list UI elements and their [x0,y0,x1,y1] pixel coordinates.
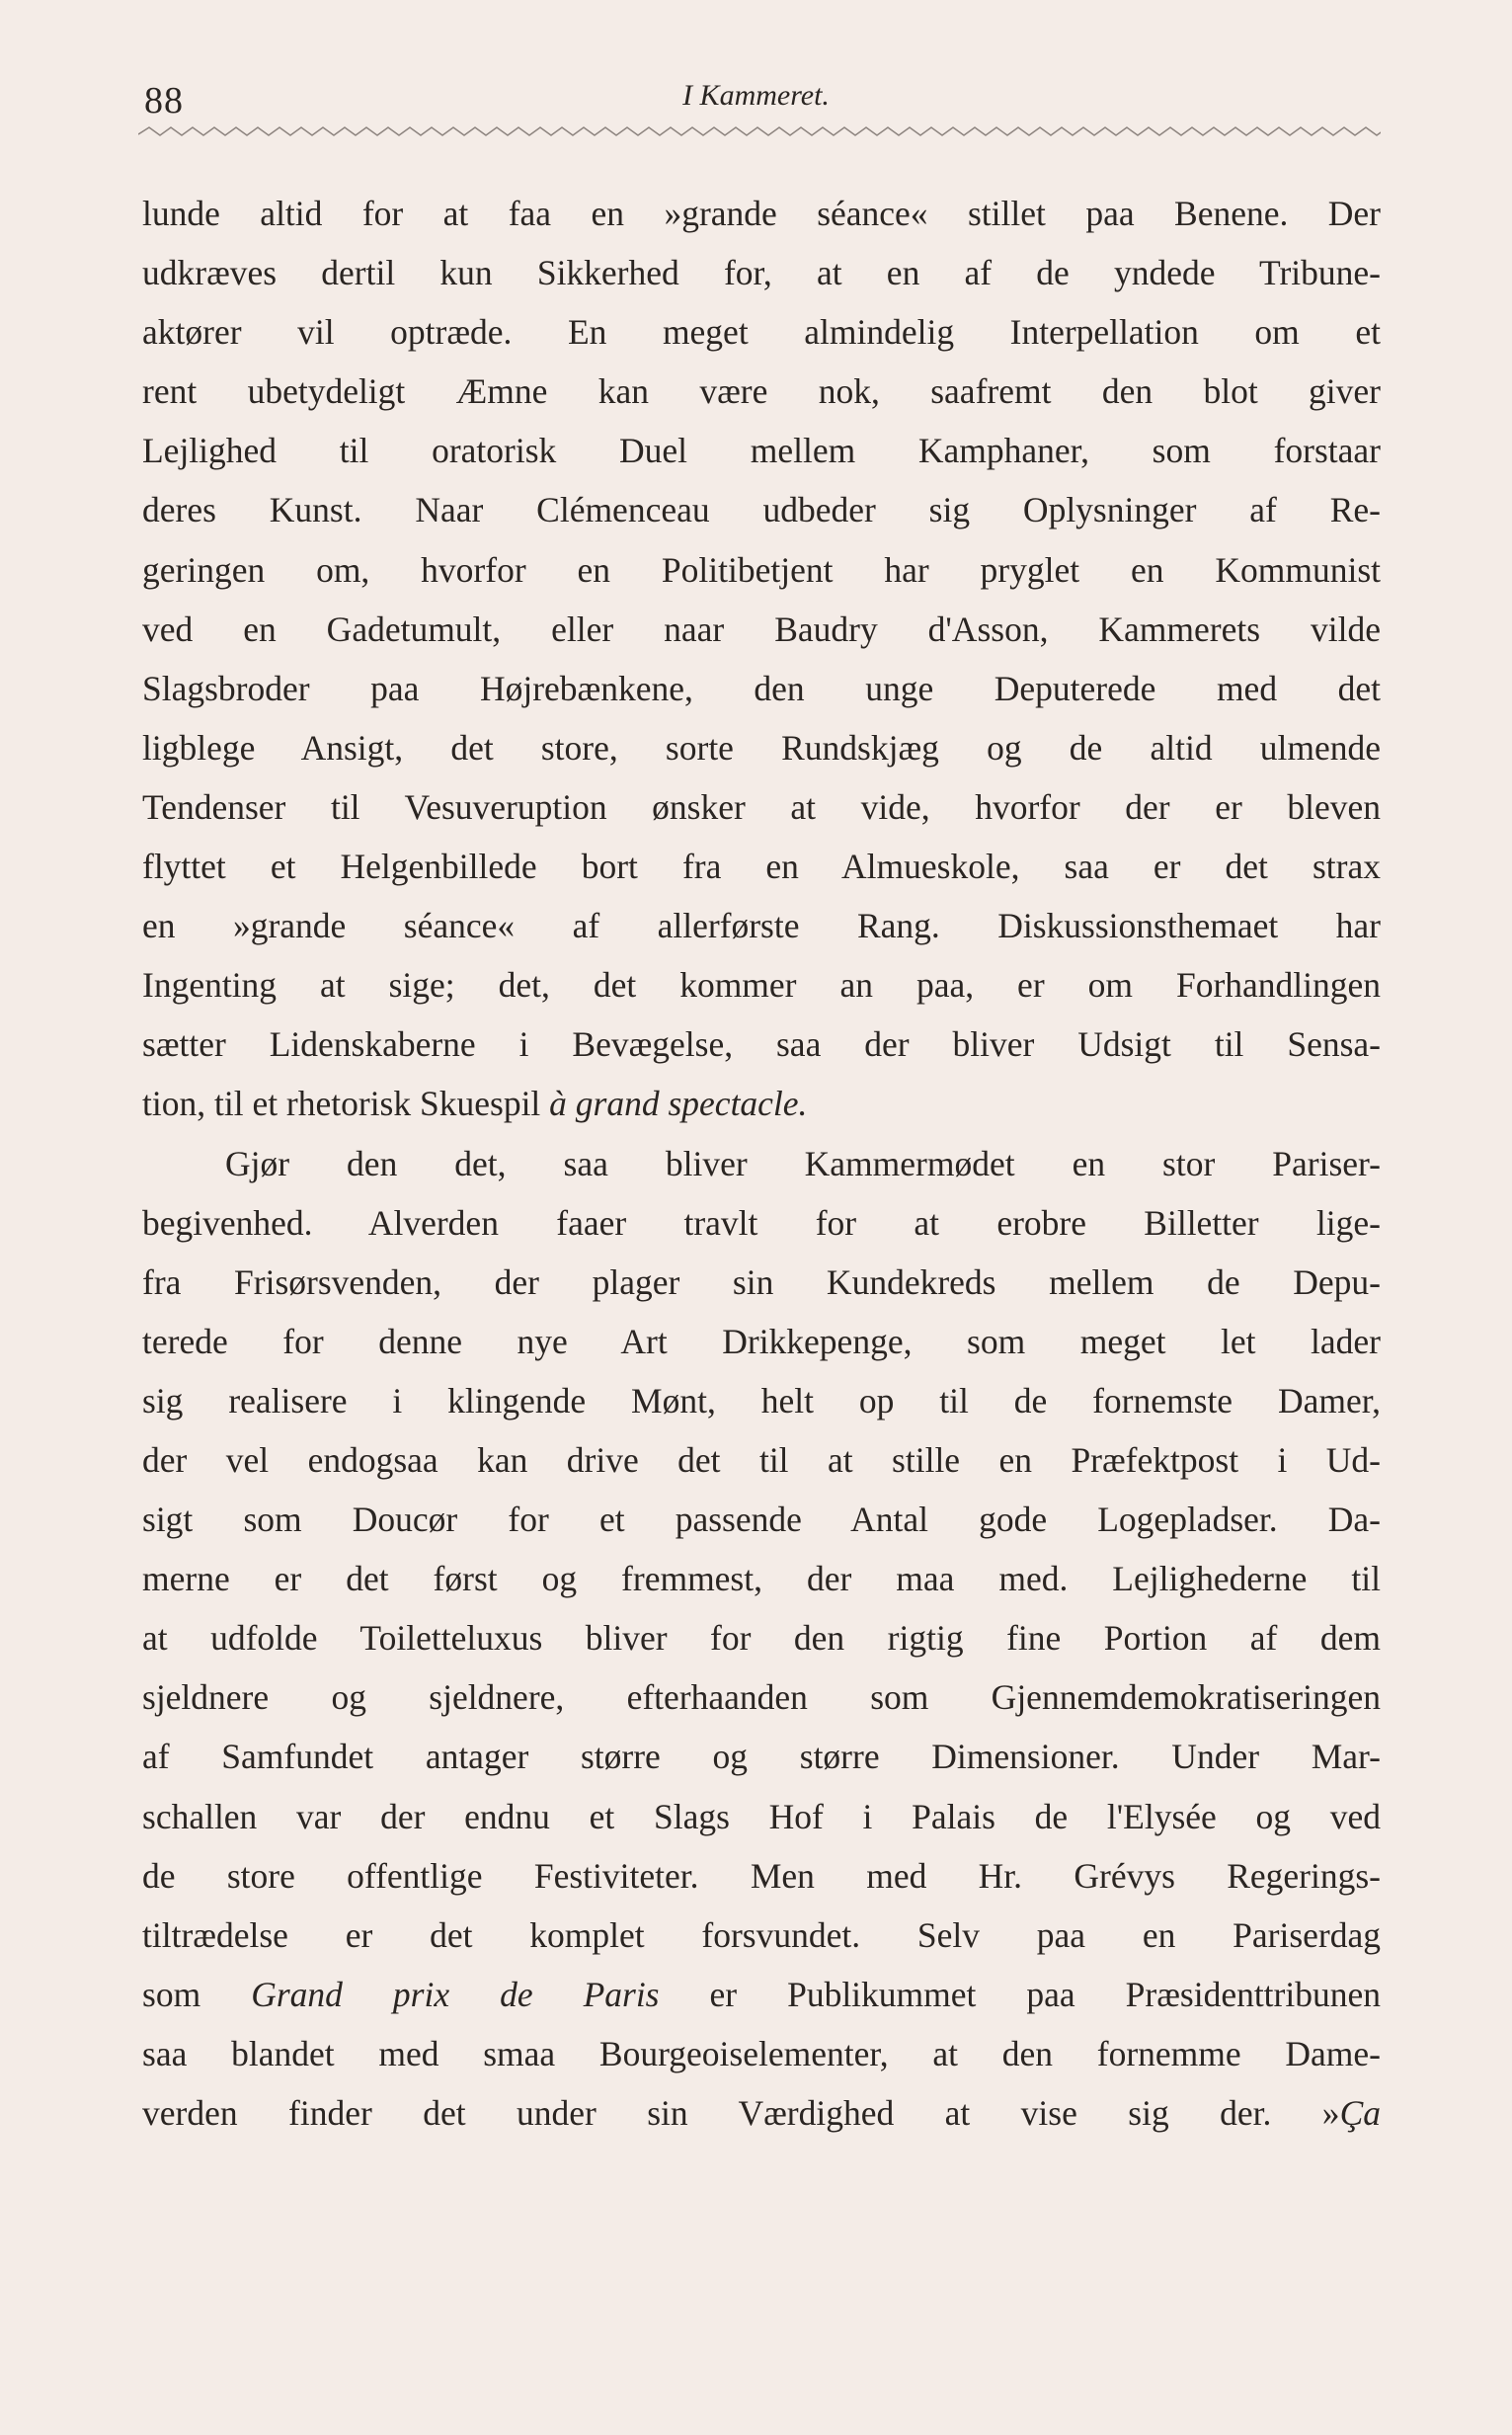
text-line-18: begivenhed. Alverden faaer travlt for at erobre Billetter lige- [142,1202,1381,1243]
text-line-31-start: som [142,1974,252,2014]
text-line-17: Gjør den det, saa bliver Kammermødet en stor Pariser- [225,1143,1381,1183]
text-line-15: sætter Lidenskaberne i Bevægelse, saa der bliver Udsigt til Sensa- [142,1024,1381,1065]
text-line-8: ved en Gadetumult, eller naar Baudry d'Asson, Kammerets vilde [142,609,1381,649]
text-line-28: schallen var der endnu et Slags Hof i Palais de l'Elysée og ved [142,1796,1381,1836]
text-line-22: der vel endogsaa kan drive det til at stille en Præfektpost i Ud- [142,1439,1381,1480]
text-line-5: Lejlighed til oratorisk Duel mellem Kamphaner, som forstaar [142,431,1381,471]
text-line-12: flyttet et Helgenbillede bort fra en Almueskole, saa er det strax [142,847,1381,887]
text-line-3: aktører vil optræde. En meget almindelig Interpellation om et [142,312,1381,353]
text-line-23: sigt som Doucør for et passende Antal gode Logepladser. Da- [142,1500,1381,1540]
text-line-7: geringen om, hvorfor en Politibetjent har pryglet en Kommunist [142,549,1381,590]
text-line-27: af Samfundet antager større og større Dimensioner. Under Mar- [142,1737,1381,1777]
text-line-19: fra Frisørsvenden, der plager sin Kundekreds mellem de Depu- [142,1261,1381,1302]
text-line-31-end: er Publikummet paa Præsidenttribunen [659,1974,1381,2014]
italic-ca: Ça [1339,2093,1381,2133]
text-line-30: tiltrædelse er det komplet forsvundet. Selv paa en Pariserdag [142,1914,1381,1955]
text-line-1: lunde altid for at faa en »grande séance« stillet paa Benene. Der [142,194,1381,233]
text-line-33 [142,2083,1381,2143]
text-line-25: at udfolde Toiletteluxus bliver for den rigtig fine Portion af dem [142,1618,1381,1659]
ornamental-rule [138,121,1381,142]
page-number: 88 [144,80,184,122]
text-line-24: merne er det først og fremmest, der maa med. Lejlighederne til [142,1559,1381,1599]
text-line-2: udkræves dertil kun Sikkerhed for, at en af de yndede Tribune- [142,253,1381,293]
text-line-32: saa blandet med smaa Bourgeoiselementer, at den fornemme Dame- [142,2033,1381,2073]
text-line-14: Ingenting at sige; det, det kommer an paa, er om Forhandlingen [142,965,1381,1006]
running-title: I Kammeret. [682,79,830,112]
text-line-13: en »grande séance« af allerførste Rang. Diskussionsthemaet har [142,906,1381,946]
text-line-16 [142,1074,1381,1133]
text-line-20: terede for denne nye Art Drikkepenge, som meget let lader [142,1321,1381,1361]
text-line-6: deres Kunst. Naar Clémenceau udbeder sig Oplysninger af Re- [142,490,1381,530]
text-line-29: de store offentlige Festiviteter. Men med Hr. Grévys Regerings- [142,1855,1381,1896]
text-line-33-roman: verden finder det under sin Værdighed at vise sig der. » [142,2093,1340,2133]
text-line-11: Tendenser til Vesuveruption ønsker at vide, hvorfor der er bleven [142,786,1381,827]
text-line-9: Slagsbroder paa Højrebænkene, den unge Deputerede med det [142,668,1381,708]
italic-race-name: Grand prix de Paris [251,1974,660,2014]
text-line-31 [142,1965,1381,2024]
text-line-21: sig realisere i klingende Mønt, helt op til de fornemste Damer, [142,1380,1381,1420]
text-line-16-roman: tion, til et rhetorisk Skuespil [142,1084,550,1124]
text-line-10: ligblege Ansigt, det store, sorte Rundskjæg og de altid ulmende [142,727,1381,768]
text-line-4: rent ubetydeligt Æmne kan være nok, saafremt den blot giver [142,371,1381,412]
body-text [142,184,1381,2143]
italic-phrase: à grand spectacle. [549,1084,808,1124]
text-line-26: sjeldnere og sjeldnere, efterhaanden som Gjennemdemokratiseringen [142,1677,1381,1718]
